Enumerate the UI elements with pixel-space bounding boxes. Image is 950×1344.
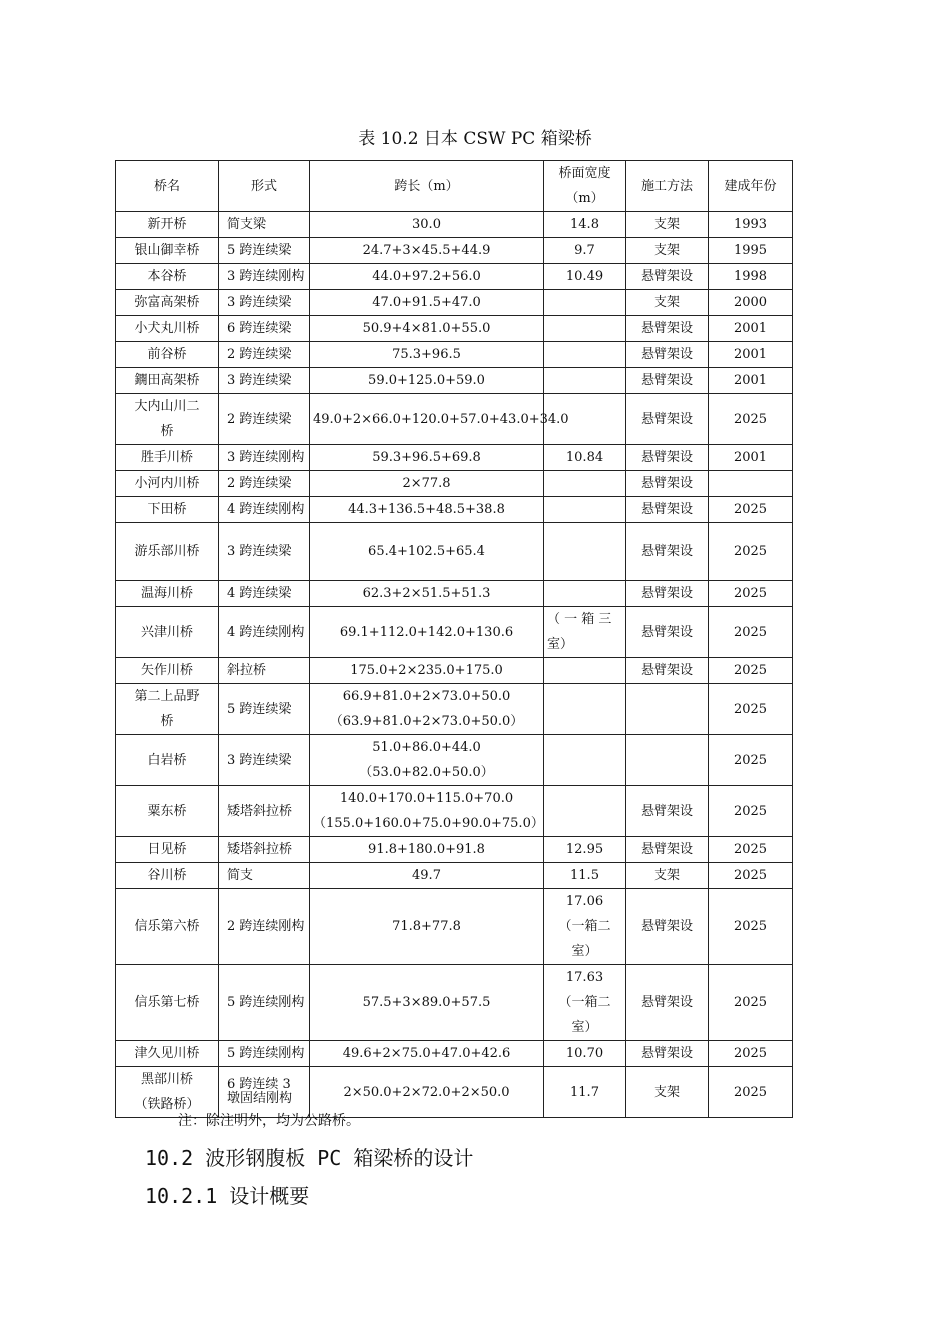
cell-year: 1995: [709, 238, 793, 264]
cell-year: [709, 471, 793, 497]
cell-type: 斜拉桥: [219, 658, 310, 684]
cell-year: 2025: [709, 523, 793, 581]
header-width: [544, 161, 626, 212]
cell-year: 2001: [709, 368, 793, 394]
cell-span: 2×77.8: [310, 471, 544, 497]
header-name: 桥名: [116, 161, 219, 212]
cell-width-line2: （一箱二: [558, 995, 611, 1010]
cell-span: 44.0+97.2+56.0: [310, 264, 544, 290]
cell-span: 49.6+2×75.0+47.0+42.6: [310, 1041, 544, 1067]
table-row: [116, 658, 793, 684]
bridge-table: [115, 160, 793, 1118]
cell-year: 2000: [709, 290, 793, 316]
cell-name: 鐦田高架桥: [116, 368, 219, 394]
cell-type: 3 跨连续梁: [219, 368, 310, 394]
cell-width: [544, 658, 626, 684]
cell-name: 银山御幸桥: [116, 238, 219, 264]
cell-year: 2001: [709, 342, 793, 368]
table-row: [116, 497, 793, 523]
cell-width: [544, 368, 626, 394]
cell-type: 4 跨连续刚构: [219, 607, 310, 658]
cell-method: 支架: [626, 290, 709, 316]
cell-year: 2025: [709, 1067, 793, 1118]
cell-type: 4 跨连续梁: [219, 581, 310, 607]
cell-name-line2: （铁路桥）: [134, 1097, 200, 1112]
cell-width: 10.84: [544, 445, 626, 471]
header-year: 建成年份: [709, 161, 793, 212]
table-row: [116, 290, 793, 316]
cell-method: 悬臂架设: [626, 497, 709, 523]
cell-name: 粟东桥: [116, 786, 219, 837]
cell-name: 谷川桥: [116, 863, 219, 889]
cell-method: 悬臂架设: [626, 607, 709, 658]
table-row: [116, 786, 793, 837]
table-row: [116, 471, 793, 497]
header-width-line2: （m）: [565, 191, 604, 206]
cell-span-line1: 66.9+81.0+2×73.0+50.0: [342, 689, 511, 704]
cell-width: [544, 607, 626, 658]
cell-name-line2: 桥: [160, 714, 174, 729]
cell-method: 支架: [626, 212, 709, 238]
cell-width: 11.7: [544, 1067, 626, 1118]
cell-type: 2 跨连续梁: [219, 471, 310, 497]
cell-name: 小河内川桥: [116, 471, 219, 497]
cell-span: 75.3+96.5: [310, 342, 544, 368]
cell-name: 信乐第七桥: [116, 965, 219, 1041]
cell-span: [310, 786, 544, 837]
cell-type-line1: 6 跨连续 3: [227, 1077, 291, 1092]
cell-method: 悬臂架设: [626, 368, 709, 394]
table-row: [116, 342, 793, 368]
cell-method: 悬臂架设: [626, 342, 709, 368]
cell-name: 日见桥: [116, 837, 219, 863]
cell-type-line2: 墩固结刚构: [227, 1091, 293, 1106]
cell-method: 悬臂架设: [626, 394, 709, 445]
cell-method: 悬臂架设: [626, 786, 709, 837]
cell-method: 支架: [626, 1067, 709, 1118]
cell-year: 1993: [709, 212, 793, 238]
cell-year: 2025: [709, 684, 793, 735]
cell-name: [116, 684, 219, 735]
cell-width: [544, 581, 626, 607]
cell-name: 信乐第六桥: [116, 889, 219, 965]
cell-width: [544, 497, 626, 523]
cell-type: 3 跨连续梁: [219, 523, 310, 581]
cell-width: [544, 735, 626, 786]
cell-method: 悬臂架设: [626, 837, 709, 863]
cell-year: 2025: [709, 394, 793, 445]
cell-type: 5 跨连续梁: [219, 238, 310, 264]
cell-width: [544, 523, 626, 581]
cell-span-line2: （53.0+82.0+50.0）: [359, 765, 494, 780]
cell-width: 9.7: [544, 238, 626, 264]
table-row: [116, 581, 793, 607]
cell-method: 支架: [626, 238, 709, 264]
table-row: [116, 238, 793, 264]
cell-type: 5 跨连续刚构: [219, 965, 310, 1041]
header-width-line1: 桥面宽度: [558, 166, 611, 181]
cell-year: 2025: [709, 965, 793, 1041]
cell-span: 49.7: [310, 863, 544, 889]
cell-span: 49.0+2×66.0+120.0+57.0+43.0+34.0: [310, 394, 544, 445]
cell-method: [626, 684, 709, 735]
cell-name: 矢作川桥: [116, 658, 219, 684]
cell-method: 悬臂架设: [626, 1041, 709, 1067]
table-row: [116, 316, 793, 342]
table-row: [116, 837, 793, 863]
cell-span: 24.7+3×45.5+44.9: [310, 238, 544, 264]
cell-name: 小犬丸川桥: [116, 316, 219, 342]
cell-year: 2025: [709, 607, 793, 658]
cell-width: 10.70: [544, 1041, 626, 1067]
table-row: [116, 212, 793, 238]
table-row: [116, 607, 793, 658]
cell-span: 2×50.0+2×72.0+2×50.0: [310, 1067, 544, 1118]
cell-width: [544, 316, 626, 342]
cell-method: 悬臂架设: [626, 316, 709, 342]
table-row: [116, 445, 793, 471]
cell-year: 2001: [709, 445, 793, 471]
cell-name: 弥富高架桥: [116, 290, 219, 316]
cell-method: 悬臂架设: [626, 581, 709, 607]
cell-year: 2025: [709, 863, 793, 889]
cell-name: [116, 394, 219, 445]
cell-width: [544, 786, 626, 837]
cell-year: 2025: [709, 889, 793, 965]
table-row: [116, 394, 793, 445]
cell-span: 65.4+102.5+65.4: [310, 523, 544, 581]
cell-year: 2025: [709, 1041, 793, 1067]
cell-type: 2 跨连续梁: [219, 342, 310, 368]
cell-width: 12.95: [544, 837, 626, 863]
header-method: 施工方法: [626, 161, 709, 212]
table-row: [116, 523, 793, 581]
cell-width-line2: （一箱二: [558, 919, 611, 934]
cell-span: 69.1+112.0+142.0+130.6: [310, 607, 544, 658]
cell-year: 2025: [709, 837, 793, 863]
cell-year: 1998: [709, 264, 793, 290]
cell-width-line2: 室）: [547, 637, 574, 652]
cell-span-line2: （155.0+160.0+75.0+90.0+75.0）: [313, 816, 544, 831]
cell-span: 91.8+180.0+91.8: [310, 837, 544, 863]
cell-type: 4 跨连续刚构: [219, 497, 310, 523]
cell-type: 6 跨连续梁: [219, 316, 310, 342]
cell-name-line1: 大内山川二: [134, 399, 200, 414]
cell-span: 30.0: [310, 212, 544, 238]
cell-name: 前谷桥: [116, 342, 219, 368]
cell-span: 47.0+91.5+47.0: [310, 290, 544, 316]
cell-method: 支架: [626, 863, 709, 889]
cell-year: 2025: [709, 497, 793, 523]
cell-name-line1: 第二上品野: [134, 689, 200, 704]
cell-type: 3 跨连续刚构: [219, 264, 310, 290]
cell-year: 2025: [709, 658, 793, 684]
cell-type: 2 跨连续梁: [219, 394, 310, 445]
cell-width: 11.5: [544, 863, 626, 889]
header-type: 形式: [219, 161, 310, 212]
cell-width-line1: 17.63: [565, 970, 604, 985]
cell-name: 本谷桥: [116, 264, 219, 290]
cell-type: 2 跨连续刚构: [219, 889, 310, 965]
cell-type: 3 跨连续梁: [219, 290, 310, 316]
table-row: [116, 368, 793, 394]
cell-span-line1: 51.0+86.0+44.0: [372, 740, 481, 755]
cell-type: 3 跨连续梁: [219, 735, 310, 786]
cell-type: 5 跨连续梁: [219, 684, 310, 735]
cell-method: 悬臂架设: [626, 889, 709, 965]
cell-span: [310, 684, 544, 735]
cell-width-line3: 室）: [571, 1020, 598, 1035]
cell-width: [544, 684, 626, 735]
cell-year: 2025: [709, 786, 793, 837]
cell-width: 14.8: [544, 212, 626, 238]
cell-method: 悬臂架设: [626, 445, 709, 471]
cell-width-line1: （ 一 箱 三: [547, 612, 612, 627]
cell-method: 悬臂架设: [626, 965, 709, 1041]
cell-span: 50.9+4×81.0+55.0: [310, 316, 544, 342]
table-row: [116, 1041, 793, 1067]
cell-span: 175.0+2×235.0+175.0: [310, 658, 544, 684]
cell-name: 游乐部川桥: [116, 523, 219, 581]
cell-method: 悬臂架设: [626, 523, 709, 581]
cell-span: [310, 735, 544, 786]
cell-method: [626, 735, 709, 786]
cell-span: 59.0+125.0+59.0: [310, 368, 544, 394]
cell-span: 62.3+2×51.5+51.3: [310, 581, 544, 607]
subsection-heading: 10.2.1 设计概要: [145, 1184, 310, 1208]
cell-type: 简支梁: [219, 212, 310, 238]
cell-name: 白岩桥: [116, 735, 219, 786]
cell-name-line2: 桥: [160, 424, 174, 439]
cell-year: 2025: [709, 581, 793, 607]
cell-width: [544, 342, 626, 368]
cell-width: [544, 965, 626, 1041]
header-span: 跨长（m）: [310, 161, 544, 212]
table-row: [116, 863, 793, 889]
cell-name: 胜手川桥: [116, 445, 219, 471]
cell-year: 2025: [709, 735, 793, 786]
cell-name: 下田桥: [116, 497, 219, 523]
table-row: [116, 965, 793, 1041]
table-note: 注：除注明外，均为公路桥。: [178, 1113, 360, 1129]
cell-type: 简支: [219, 863, 310, 889]
cell-span-line1: 140.0+170.0+115.0+70.0: [339, 791, 514, 806]
cell-type: 3 跨连续刚构: [219, 445, 310, 471]
cell-name: 兴津川桥: [116, 607, 219, 658]
cell-type: 矮塔斜拉桥: [219, 837, 310, 863]
cell-span: 44.3+136.5+48.5+38.8: [310, 497, 544, 523]
cell-type: 5 跨连续刚构: [219, 1041, 310, 1067]
table-row: [116, 684, 793, 735]
cell-width: [544, 290, 626, 316]
cell-span: 57.5+3×89.0+57.5: [310, 965, 544, 1041]
cell-name: 新开桥: [116, 212, 219, 238]
cell-width-line3: 室）: [571, 944, 598, 959]
cell-width: 10.49: [544, 264, 626, 290]
cell-span-line2: （63.9+81.0+2×73.0+50.0）: [329, 714, 524, 729]
table-row: [116, 264, 793, 290]
cell-width: [544, 889, 626, 965]
table-header-row: [116, 161, 793, 212]
cell-method: 悬臂架设: [626, 471, 709, 497]
cell-name-line1: 黑部川桥: [140, 1072, 193, 1087]
cell-name: 津久见川桥: [116, 1041, 219, 1067]
cell-name: 温海川桥: [116, 581, 219, 607]
cell-type: 矮塔斜拉桥: [219, 786, 310, 837]
table-caption: 表 10.2 日本 CSW PC 箱梁桥: [358, 129, 592, 149]
cell-year: 2001: [709, 316, 793, 342]
cell-span: 59.3+96.5+69.8: [310, 445, 544, 471]
cell-width: [544, 471, 626, 497]
section-heading: 10.2 波形钢腹板 PC 箱梁桥的设计: [145, 1146, 474, 1170]
cell-method: 悬臂架设: [626, 658, 709, 684]
table-row: [116, 735, 793, 786]
cell-span: 71.8+77.8: [310, 889, 544, 965]
table-row: [116, 889, 793, 965]
cell-width-line1: 17.06: [565, 894, 604, 909]
cell-method: 悬臂架设: [626, 264, 709, 290]
